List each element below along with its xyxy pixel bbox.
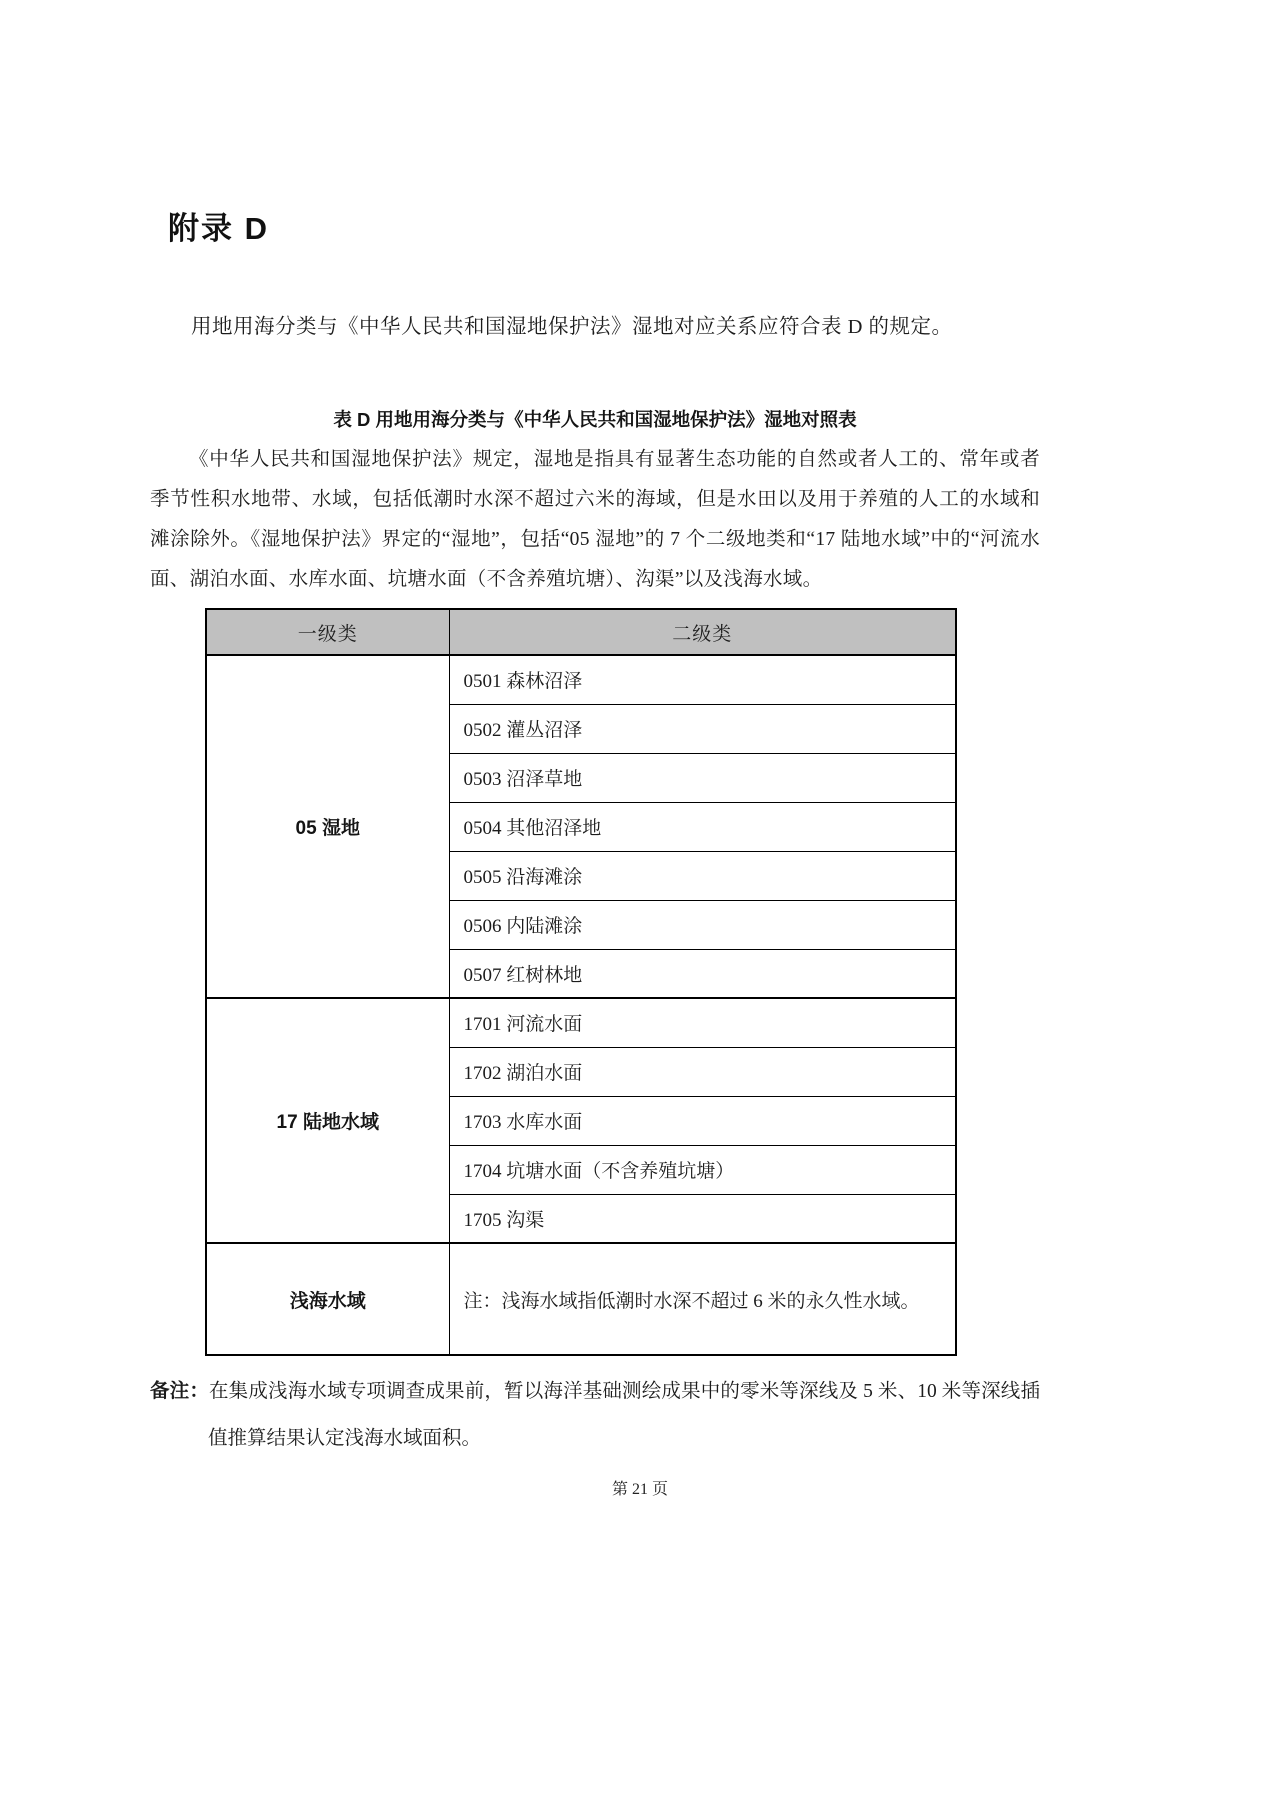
appendix-heading: 附录 D	[168, 211, 269, 246]
table-row	[206, 998, 956, 1047]
table-header-row	[206, 609, 956, 655]
level1-cell-shallow-sea: 浅海水域	[206, 1243, 449, 1355]
level2-cell: 0501 森林沼泽	[449, 655, 956, 704]
intro-paragraph: 用地用海分类与《中华人民共和国湿地保护法》湿地对应关系应符合表 D 的规定。	[191, 316, 953, 338]
table-row	[206, 1243, 956, 1355]
level2-cell: 1705 沟渠	[449, 1194, 956, 1243]
footnote-label: 备注：	[150, 1380, 210, 1402]
level2-cell: 1702 湖泊水面	[449, 1047, 956, 1096]
level1-cell-05-wetland: 05 湿地	[206, 655, 449, 998]
level2-cell: 1701 河流水面	[449, 998, 956, 1047]
level1-cell-17-inland-water: 17 陆地水域	[206, 998, 449, 1243]
level2-cell: 0504 其他沼泽地	[449, 802, 956, 851]
level2-cell: 0502 灌丛沼泽	[449, 704, 956, 753]
footnote-text: 在集成浅海水域专项调查成果前，暂以海洋基础测绘成果中的零米等深线及 5 米、10 米等深线插值推算结果认定浅海水域面积。	[208, 1381, 1040, 1449]
level2-cell: 0505 沿海滩涂	[449, 851, 956, 900]
table-footnote	[150, 1368, 1040, 1462]
level2-cell: 0507 红树林地	[449, 949, 956, 998]
description-paragraph: 《中华人民共和国湿地保护法》规定，湿地是指具有显著生态功能的自然或者人工的、常年或者季节性积水地带、水域，包括低潮时水深不超过六米的海域，但是水田以及用于养殖的人工的水域和滩涂除外。《湿地保护法》界定的“湿地”，包括“05 湿地”的 7 个二级地类和“17 陆地水域”中的“河流水面、湖泊水面、水库水面、坑塘水面（不含养殖坑塘）、沟渠”以及浅海水域。	[150, 449, 1040, 590]
level2-cell: 0503 沼泽草地	[449, 753, 956, 802]
level2-note-cell: 注：浅海水域指低潮时水深不超过 6 米的永久性水域。	[449, 1243, 956, 1355]
page-number: 第 21 页	[611, 1481, 668, 1498]
header-level1: 一级类	[206, 609, 449, 655]
level2-cell: 0506 内陆滩涂	[449, 900, 956, 949]
level2-cell: 1704 坑塘水面（不含养殖坑塘）	[449, 1145, 956, 1194]
level2-cell: 1703 水库水面	[449, 1096, 956, 1145]
wetland-mapping-table	[205, 608, 957, 1356]
table-caption: 表 D 用地用海分类与《中华人民共和国湿地保护法》湿地对照表	[333, 409, 857, 430]
header-level2: 二级类	[449, 609, 956, 655]
table-row	[206, 655, 956, 704]
